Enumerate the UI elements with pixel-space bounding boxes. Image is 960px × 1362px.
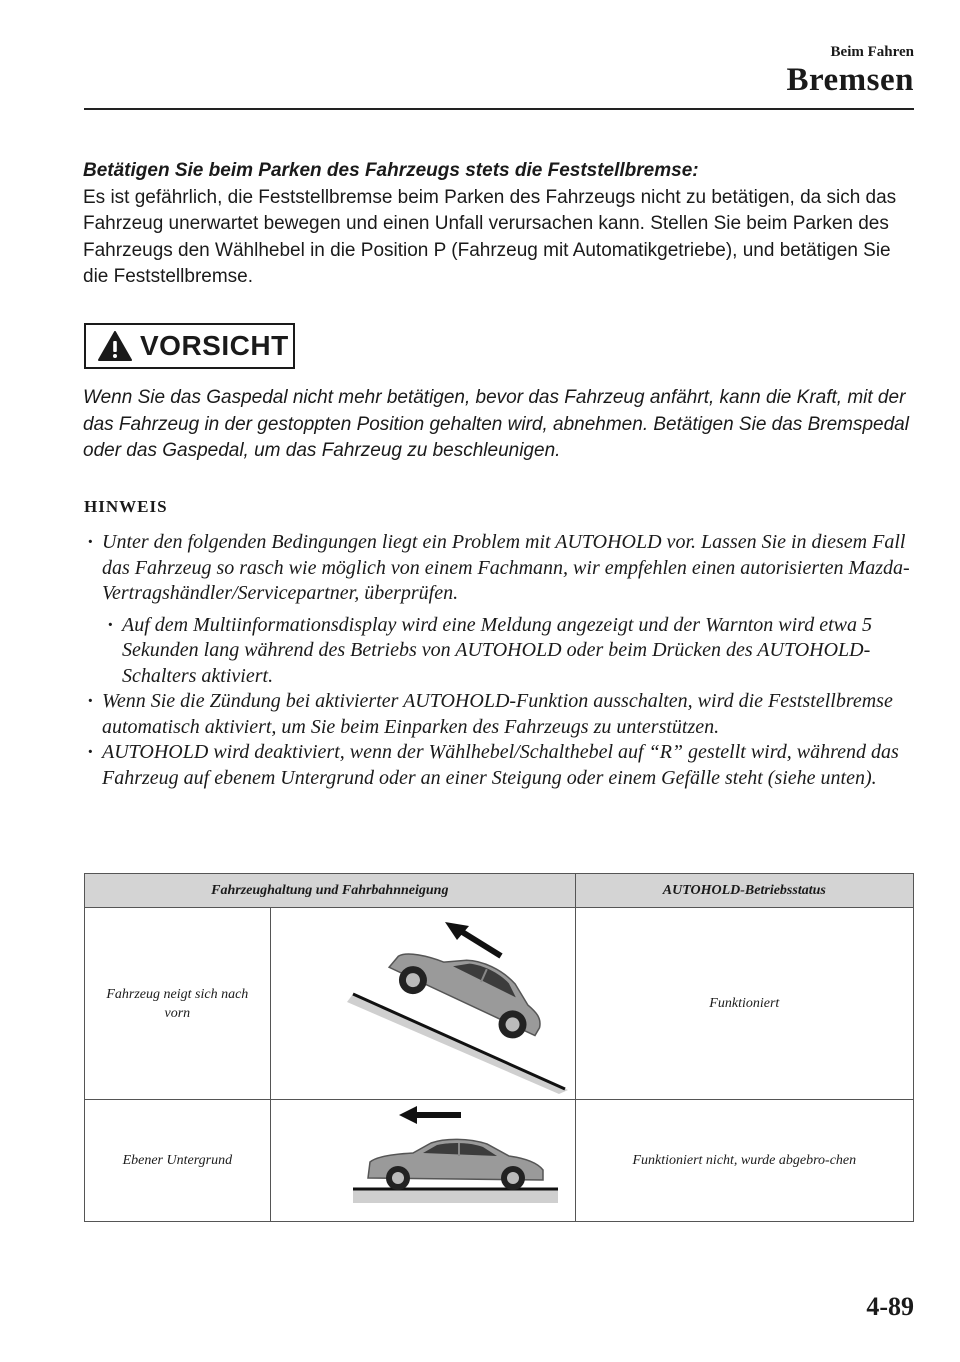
note-subitem: · Auf dem Multiinformationsdisplay wird eine Meldung angezeigt und der Warnton wird etwa 5 Sekunden lang während des Betriebs von AUTOHOLD oder beim Drücken des AUTOHOLD-Schalters aktiviert. xyxy=(104,613,919,690)
condition-cell xyxy=(85,908,271,1100)
table-header-condition: Fahrzeughaltung und Fahrbahnneigung xyxy=(85,874,576,908)
caution-label: VORSICHT xyxy=(140,330,289,361)
chapter-title: Bremsen xyxy=(786,62,914,98)
note-item: · Wenn Sie die Zündung bei aktivierter AUTOHOLD-Funktion ausschalten, wird die Feststellbremse automatisch aktiviert, um Sie beim Einparken des Fahrzeugs zu unterstützen. xyxy=(84,689,919,740)
section-label: Beim Fahren xyxy=(830,44,914,60)
table-row xyxy=(85,908,914,1100)
status-text: Funktioniert nicht, wurde abgebro-chen xyxy=(632,1153,857,1168)
status-cell xyxy=(575,1100,913,1222)
autohold-status-table xyxy=(84,873,914,1222)
illustration-cell xyxy=(270,1100,575,1222)
status-cell: Funktioniert xyxy=(575,908,913,1100)
warning-triangle-icon xyxy=(98,331,132,361)
note-heading: HINWEIS xyxy=(84,497,168,516)
car-downhill-icon xyxy=(273,908,573,1094)
header-divider xyxy=(84,108,914,110)
note-item: · AUTOHOLD wird deaktiviert, wenn der Wählhebel/Schalthebel auf “R” gestellt wird, während das Fahrzeug auf ebenem Untergrund oder an einer Steigung oder einem Gefälle steht (siehe unten). xyxy=(84,740,919,791)
warning-body: Es ist gefährlich, die Feststellbremse beim Parken des Fahrzeugs nicht zu betätigen, da sich das Fahrzeug unerwartet bewegen und einen Unfall verursachen kann. Stellen Sie beim Parken des Fahrzeugs den Wählhebel in die Position P (Fahrzeug mit Automatikgetriebe), und betätigen Sie die Feststellbremse. xyxy=(83,186,897,287)
illustration-cell xyxy=(270,908,575,1100)
note-list xyxy=(84,530,919,791)
warning-title: Betätigen Sie beim Parken des Fahrzeugs stets die Feststellbremse: xyxy=(83,160,699,181)
condition-text: Fahrzeug neigt sich nach vorn xyxy=(106,986,249,1021)
condition-cell: Ebener Untergrund xyxy=(85,1100,271,1222)
caution-text: Wenn Sie das Gaspedal nicht mehr betätigen, bevor das Fahrzeug anfährt, kann die Kraft, mit der das Fahrzeug in der gestoppten Position gehalten wird, abnehmen. Betätigen Sie das Bremspedal oder das Gaspedal, um das Fahrzeug zu beschleunigen. xyxy=(83,387,909,461)
table-header-status: AUTOHOLD-Betriebsstatus xyxy=(575,874,913,908)
table-row xyxy=(85,1100,914,1222)
warning-block xyxy=(83,158,918,291)
note-item: · Unter den folgenden Bedingungen liegt ein Problem mit AUTOHOLD vor. Lassen Sie in diesem Fall das Fahrzeug so rasch wie möglich von einem Fachmann, wir empfehlen einen autorisierten Mazda-Vertragshändler/Servicepartner, überprüfen. xyxy=(84,530,919,607)
caution-badge xyxy=(84,323,295,369)
page-number: 4-89 xyxy=(866,1292,914,1321)
car-level-icon xyxy=(273,1100,573,1216)
